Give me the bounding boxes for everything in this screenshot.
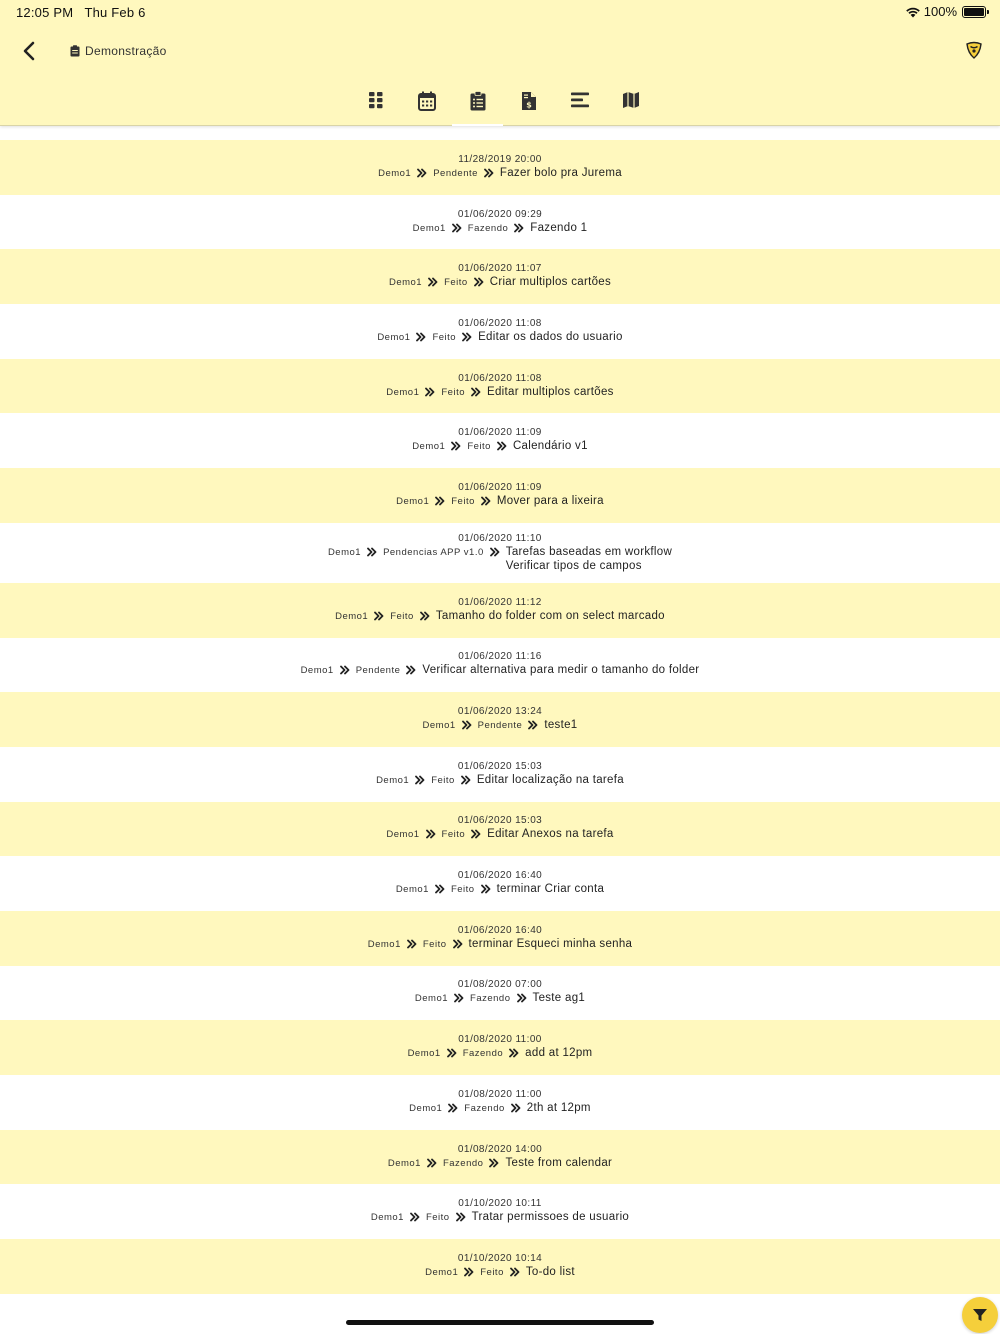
double-chevron-right-icon [367,547,377,557]
task-title: Tamanho do folder com on select marcado [435,609,665,622]
task-date: 01/08/2020 11:00 [458,1034,542,1046]
double-chevron-right-icon [471,387,481,397]
task-status: Fazendo [462,1048,504,1060]
grid-icon [368,91,384,109]
task-project: Demo1 [414,993,449,1005]
double-chevron-right-icon [410,1212,420,1222]
task-project: Demo1 [300,665,334,677]
task-status: Pendente [433,167,478,179]
task-title: Tarefas baseadas em workflow Verificar tipos de campos [505,545,673,572]
task-date: 01/06/2020 11:12 [458,596,542,608]
task-path [415,991,585,1006]
double-chevron-right-icon [489,1158,499,1168]
task-date: 01/08/2020 07:00 [457,979,543,991]
logo-icon [964,40,984,60]
task-row[interactable] [0,583,1000,638]
task-title: 2th at 12pm [526,1101,591,1114]
task-project: Demo1 [412,441,446,453]
task-row[interactable] [0,856,1000,911]
status-date: Thu Feb 6 [84,5,146,20]
task-row[interactable] [0,523,1000,583]
double-chevron-right-icon [416,332,426,342]
task-title: Tratar permissoes de usuario [471,1211,630,1224]
task-path [386,827,613,842]
task-row[interactable] [0,468,1000,523]
task-row[interactable] [0,195,1000,250]
task-path [389,275,611,290]
task-project: Demo1 [422,720,456,732]
task-date: 01/06/2020 09:29 [457,208,543,220]
app-header [0,0,1000,126]
task-row[interactable] [0,1075,1000,1130]
task-status: Fazendo [470,993,511,1005]
task-title: terminar Esqueci minha senha [468,937,633,950]
wifi-icon [905,6,921,18]
task-row[interactable] [0,1184,1000,1239]
clipboard-icon [70,45,80,57]
align-lines-icon [570,91,590,109]
task-path [409,1101,591,1116]
double-chevron-right-icon [528,720,538,730]
double-chevron-right-icon [484,168,494,178]
task-project: Demo1 [367,938,401,950]
double-chevron-right-icon [374,611,384,621]
status-clock: 12:05 PM [16,5,74,20]
task-project: Demo1 [407,1048,441,1060]
task-project: Demo1 [409,1102,443,1114]
double-chevron-right-icon [406,665,416,675]
task-date: 01/06/2020 16:40 [457,924,543,936]
double-chevron-right-icon [461,775,471,785]
task-title: Teste ag1 [532,992,586,1005]
battery-percent: 100% [923,4,957,19]
clipboard-list-icon [470,91,486,111]
task-status: Fazendo [467,222,509,234]
double-chevron-right-icon [510,1267,520,1277]
home-indicator [346,1320,654,1325]
task-path [335,609,665,624]
task-date: 01/06/2020 11:16 [458,651,542,663]
double-chevron-right-icon [481,496,491,506]
double-chevron-right-icon [509,1048,519,1058]
task-date: 01/08/2020 14:00 [457,1143,543,1155]
double-chevron-right-icon [340,665,350,675]
task-status: Feito [431,774,455,786]
status-time [16,5,146,20]
task-status: Feito [390,610,414,622]
battery-icon [962,6,986,18]
task-path [386,385,613,400]
task-project: Demo1 [412,222,446,234]
task-row[interactable] [0,1020,1000,1075]
task-status: Pendente [477,720,523,732]
double-chevron-right-icon [451,441,461,451]
task-title: Editar localização na tarefa [476,773,624,786]
double-chevron-right-icon [428,277,438,287]
task-project: Demo1 [395,884,429,896]
double-chevron-right-icon [448,1103,458,1113]
task-title: Editar multiplos cartões [487,385,614,398]
task-path [377,330,622,345]
task-project: Demo1 [396,495,430,507]
task-title: Criar multiplos cartões [489,276,612,289]
task-path [378,166,622,181]
double-chevron-right-icon [464,1267,474,1277]
task-project: Demo1 [388,277,423,289]
task-project: Demo1 [386,829,420,841]
task-date: 01/06/2020 11:08 [458,317,542,329]
task-date: 11/28/2019 20:00 [458,153,542,165]
task-status: Feito [422,938,447,950]
task-project: Demo1 [425,1266,459,1278]
chevron-left-icon [22,41,36,61]
task-path [412,439,588,454]
svg-text:$: $ [525,100,532,110]
task-title: Fazendo 1 [530,221,588,234]
task-date: 01/06/2020 15:03 [457,815,543,827]
task-row[interactable] [0,140,1000,195]
task-date: 01/08/2020 11:00 [458,1088,542,1100]
calendar-icon [418,91,436,111]
double-chevron-right-icon [435,496,445,506]
task-date: 01/06/2020 13:24 [457,706,543,718]
task-date: 01/06/2020 11:10 [458,532,542,544]
tab-grid[interactable] [350,84,401,126]
task-title: Editar os dados do usuario [478,330,623,343]
task-path [376,773,624,788]
double-chevron-right-icon [456,1212,466,1222]
task-row[interactable] [0,747,1000,802]
task-title: add at 12pm [525,1047,593,1060]
task-path [368,937,632,952]
task-row[interactable] [0,911,1000,966]
tab-bar [350,84,656,126]
tab-invoices[interactable] [503,84,554,126]
task-path [396,494,604,509]
back-button[interactable] [14,36,44,66]
double-chevron-right-icon [490,547,500,557]
task-date: 01/06/2020 15:03 [457,760,543,772]
task-project: Demo1 [376,774,410,786]
double-chevron-right-icon [417,168,427,178]
task-list [0,140,1000,1294]
double-chevron-right-icon [407,939,417,949]
double-chevron-right-icon [514,223,524,233]
task-date: 01/10/2020 10:11 [458,1198,542,1210]
double-chevron-right-icon [474,277,484,287]
double-chevron-right-icon [447,1048,457,1058]
task-row[interactable] [0,802,1000,857]
task-status: Feito [480,1266,504,1278]
task-date: 01/06/2020 11:08 [458,372,542,384]
double-chevron-right-icon [481,884,491,894]
double-chevron-right-icon [471,829,481,839]
task-project: Demo1 [370,1212,404,1224]
task-project: Demo1 [387,1157,421,1169]
double-chevron-right-icon [427,1158,437,1168]
task-row[interactable] [0,304,1000,359]
double-chevron-right-icon [462,332,472,342]
nav-title [70,44,167,58]
task-date: 01/06/2020 11:07 [458,263,542,275]
task-row[interactable] [0,413,1000,468]
task-path [328,545,672,573]
task-project: Demo1 [327,546,362,558]
task-project: Demo1 [377,331,411,343]
task-path [396,882,604,897]
task-title: teste1 [544,719,578,732]
task-row[interactable] [0,692,1000,747]
double-chevron-right-icon [517,993,527,1003]
task-status: Pendente [355,665,401,677]
double-chevron-right-icon [415,775,425,785]
task-row[interactable] [0,966,1000,1021]
task-status: Feito [425,1212,450,1224]
task-path [388,1156,612,1171]
tab-lines[interactable] [554,84,605,126]
task-status: Fazendo [442,1157,484,1169]
task-path [408,1046,593,1061]
status-bar [0,0,1000,24]
task-row[interactable] [0,638,1000,693]
task-title: terminar Criar conta [496,883,605,896]
double-chevron-right-icon [435,884,445,894]
task-path [425,1265,575,1280]
task-title: Calendário v1 [512,440,588,453]
status-right [905,4,986,19]
task-date: 01/06/2020 11:09 [458,427,542,439]
task-title: Editar Anexos na tarefa [487,828,614,841]
double-chevron-right-icon [453,939,463,949]
task-row[interactable] [0,1239,1000,1294]
task-status: Feito [451,495,475,507]
task-status: Feito [441,829,466,841]
double-chevron-right-icon [420,611,430,621]
task-path [301,663,700,678]
double-chevron-right-icon [426,829,436,839]
task-date: 01/06/2020 11:09 [458,481,542,493]
map-icon [622,91,640,109]
double-chevron-right-icon [511,1103,521,1113]
filter-button[interactable] [962,1297,998,1333]
task-title: To-do list [525,1265,575,1278]
task-project: Demo1 [335,610,369,622]
tab-tasks[interactable] [452,84,503,126]
task-title: Verificar alternativa para medir o tamanho do folder [422,664,700,677]
invoice-dollar-icon [521,91,537,111]
task-project: Demo1 [386,386,420,398]
task-path [371,1210,629,1225]
task-project: Demo1 [378,167,412,179]
task-status: Feito [450,884,475,896]
task-status: Feito [444,277,468,289]
task-status: Feito [441,386,465,398]
task-status: Feito [467,441,491,453]
double-chevron-right-icon [452,223,462,233]
filter-icon [972,1307,988,1323]
tab-map[interactable] [605,84,656,126]
task-path [413,221,588,236]
task-title: Mover para a lixeira [496,494,604,507]
task-date: 01/06/2020 16:40 [457,870,543,882]
task-row[interactable] [0,1130,1000,1185]
tab-calendar[interactable] [401,84,452,126]
task-date: 01/10/2020 10:14 [457,1252,543,1264]
task-title: Fazer bolo pra Jurema [499,166,622,179]
task-row[interactable] [0,249,1000,304]
nav-title-text: Demonstração [85,44,167,58]
task-status: Fazendo [464,1102,505,1114]
task-title: Teste from calendar [505,1156,613,1169]
double-chevron-right-icon [425,387,435,397]
double-chevron-right-icon [454,993,464,1003]
task-row[interactable] [0,359,1000,414]
task-status: Feito [432,331,457,343]
double-chevron-right-icon [497,441,507,451]
task-status: Pendencias APP v1.0 [383,546,484,558]
task-path [423,718,578,733]
double-chevron-right-icon [462,720,472,730]
